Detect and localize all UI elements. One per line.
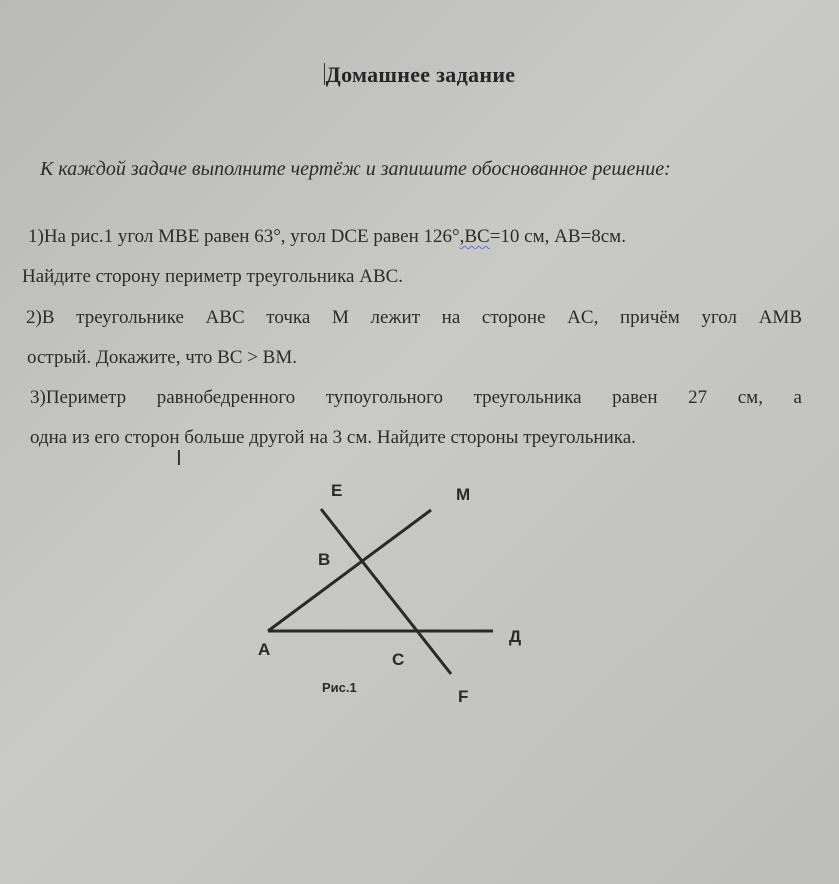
label-d: Д [509,627,522,646]
instructions-line: К каждой задаче выполните чертёж и запишите обоснованное решение: [40,158,671,180]
ibeam-cursor-icon: I [176,446,182,470]
label-c: C [392,650,405,669]
line-ab-m [268,510,431,631]
task-3-line-2: одна из его сторон больше другой на 3 см. Найдите стороны треугольника. [30,427,636,448]
figure-caption: Рис.1 [322,680,357,695]
task-1-line-2: Найдите сторону периметр треугольника ABC. [22,266,404,287]
task-1-line-1: 1)На рис.1 угол MBE равен 63°, угол DCE равен 126°,BC=10 см, AB=8см. [28,226,626,247]
label-f: F [458,687,469,706]
label-m: M [456,485,471,504]
page-title-text: Домашнее задание [325,62,516,87]
label-a: A [258,640,271,659]
spellcheck-underline: ,BC [459,226,490,247]
task-2-line-1: 2)В треугольнике ABC точка M лежит на стороне AC, причём угол AMB [26,307,802,328]
label-e: E [331,481,343,500]
label-b: B [318,550,331,569]
task-2-line-2: острый. Докажите, что BC > BM. [27,347,297,368]
task-3-line-1: 3)Периметр равнобедренного тупоугольного треугольника равен 27 см, а [30,387,802,408]
line-e-f [321,509,451,674]
